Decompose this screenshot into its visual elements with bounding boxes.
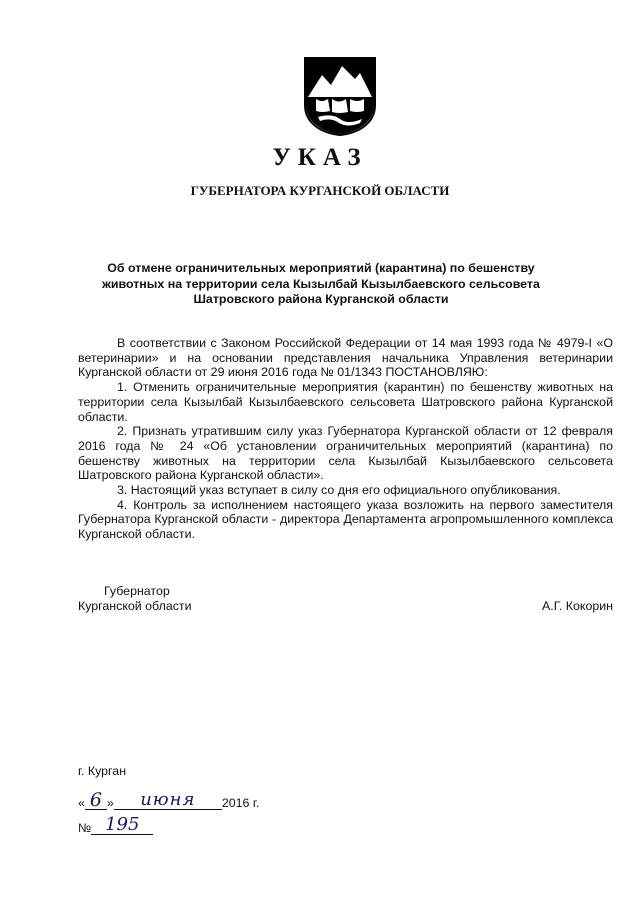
clause-4: 4. Контроль за исполнением настоящего указа возложить на первого заместителя Губернатора Курганской области - директора Департамента агропромышленного комплекса Курганской области. <box>78 497 613 542</box>
date-year: 2016 г. <box>221 796 260 810</box>
preamble-paragraph: В соответствии с Законом Российской Федерации от 14 мая 1993 года № 4979-I «О ветеринарии» и на основании представления начальника Управления ветеринарии Курганской области от 29 июня 2016 года № 01/1343 ПОСТАНОВЛЯЮ: <box>78 336 613 380</box>
date-open-quote: « <box>78 796 85 810</box>
date-day: 6 <box>85 791 107 810</box>
coat-of-arms-icon <box>302 55 378 137</box>
signer-region: Курганской области <box>78 599 192 613</box>
number-value: 195 <box>91 816 153 835</box>
document-subtitle: ГУБЕРНАТОРА КУРГАНСКОЙ ОБЛАСТИ <box>190 183 450 198</box>
decree-body <box>78 336 613 542</box>
clause-3: 3. Настоящий указ вступает в силу со дня его официального опубликования. <box>117 483 561 498</box>
place-of-signing: г. Курган <box>78 764 127 778</box>
document-title: УКАЗ <box>272 144 368 171</box>
date-month: июня <box>114 791 222 810</box>
clause-2: 2. Признать утратившим силу указ Губернатора Курганской области от 12 февраля 2016 года № 24 «Об установлении ограничительных мероприятий (карантина) по бешенству животных на территории села Кызылбай Кызылбаевского сельсовета Шатровского района Курганской области». <box>78 424 613 483</box>
decree-heading <box>100 261 542 308</box>
signing-date <box>78 791 259 810</box>
heading-line: Об отмене ограничительных мероприятий (карантина) по бешенству <box>107 261 535 275</box>
clause-1: 1. Отменить ограничительные мероприятия (карантин) по бешенству животных на территории села Кызылбай Кызылбаевского сельсовета Шатровского района Курганской области. <box>78 380 613 424</box>
document-number <box>78 816 153 835</box>
signature-block <box>78 584 613 614</box>
date-close-quote: » <box>106 796 114 810</box>
signer-position: Губернатор <box>104 584 170 598</box>
heading-line: Шатровского района Курганской области <box>193 292 449 306</box>
heading-line: животных на территории села Кызылбай Кызылбаевского сельсовета <box>102 276 540 291</box>
number-label: № <box>78 821 92 835</box>
signer-name: А.Г. Кокорин <box>541 599 613 613</box>
